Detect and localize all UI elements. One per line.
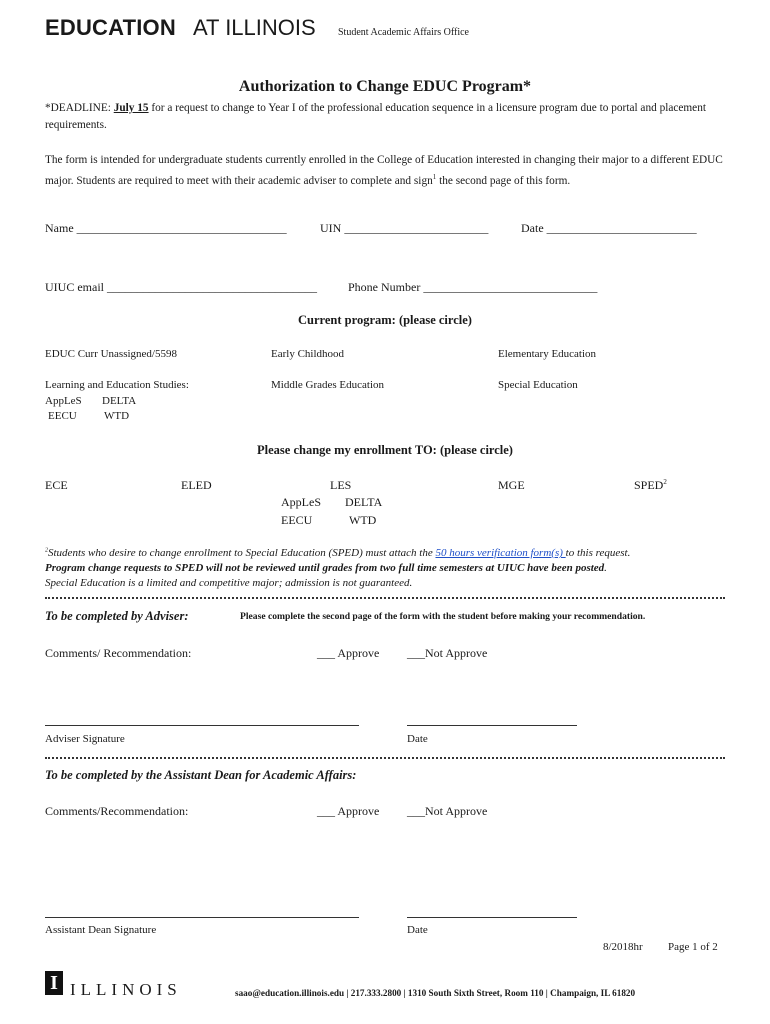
change-option-mge[interactable]: MGE [498,478,525,492]
change-option-ece[interactable]: ECE [45,478,68,492]
sped-note-line3: Special Education is a limited and competitive major; admission is not guaranteed. [45,577,413,589]
email-field[interactable]: UIUC email ___________________________________ [45,280,317,294]
adviser-approve-option[interactable]: ___ Approve [317,646,380,660]
current-option-middle-grades[interactable]: Middle Grades Education [271,379,385,391]
current-option-early-childhood[interactable]: Early Childhood [271,348,345,360]
sped-note-text-a: Students who desire to change enrollment to Special Education (SPED) must attach the [48,547,436,559]
dean-comments-label: Comments/Recommendation: [45,804,189,818]
dean-date-line[interactable] [407,917,577,918]
brand-at-illinois: AT ILLINOIS [193,15,316,40]
brand-education: EDUCATION [45,15,176,40]
office-name: Student Academic Affairs Office [338,27,469,38]
deadline-text: for a request to change to Year I of the professional education sequence in a licensure program due to portal and placement requirements. [45,102,706,131]
verification-form-link[interactable]: 50 hours verification form(s) [435,547,566,559]
intro-text: The form is intended for undergraduate students currently enrolled in the College of Education interested in changing their major to a different EDUC major. Students are required to meet with their academic adviser to complete and sign [45,154,723,187]
phone-field[interactable]: Phone Number _____________________________ [348,280,598,294]
intro-footnote-mark: 1 [432,173,437,181]
current-program-heading: Current program: (please circle) [298,313,472,327]
change-option-eled[interactable]: ELED [181,478,212,492]
date-field[interactable]: Date _________________________ [521,221,697,235]
page-title: Authorization to Change EDUC Program* [238,78,532,95]
sped-footnote-mark: 2 [663,478,667,486]
change-sub-wtd[interactable]: WTD [349,513,377,527]
section-divider [45,597,725,599]
name-field[interactable]: Name ___________________________________ [45,221,287,235]
dean-heading: To be completed by the Assistant Dean for Academic Affairs: [45,768,357,782]
form-version: 8/2018hr [603,941,643,953]
section-divider-2 [45,757,725,759]
current-option-special-ed[interactable]: Special Education [498,379,578,391]
current-sub-apples[interactable]: AppLeS [45,395,82,407]
change-sub-apples[interactable]: AppLeS [281,495,321,509]
dean-date-label: Date [407,924,428,936]
deadline-prefix: *DEADLINE: [45,102,114,114]
adviser-signature-label: Adviser Signature [45,733,125,745]
page-number: Page 1 of 2 [668,941,718,953]
dean-not-approve-option[interactable]: ___Not Approve [407,804,488,818]
current-option-les[interactable]: Learning and Education Studies: [45,379,189,391]
current-sub-eecu[interactable]: EECU [48,410,77,422]
intro-text-end: the second page of this form. [436,174,571,187]
dean-signature-label: Assistant Dean Signature [45,924,157,936]
intro-paragraph [45,152,727,190]
sped-note-line1 [45,547,630,559]
sped-note-line2-end: . [604,562,607,574]
current-option-unassigned[interactable]: EDUC Curr Unassigned/5598 [45,348,177,360]
dean-signature-line[interactable] [45,917,359,918]
current-sub-wtd[interactable]: WTD [104,410,130,422]
adviser-not-approve-option[interactable]: ___Not Approve [407,646,488,660]
sped-note-mark: 2 [45,547,48,554]
adviser-comments-label: Comments/ Recommendation: [45,646,192,660]
current-option-elementary[interactable]: Elementary Education [498,348,597,360]
adviser-date-line[interactable] [407,725,577,726]
illinois-logo-text: ILLINOIS [70,980,182,999]
sped-note-line2 [45,562,607,574]
deadline-paragraph [45,100,727,134]
adviser-heading: To be completed by Adviser: [45,609,189,623]
change-option-les[interactable]: LES [330,478,352,492]
sped-note-line2-text: Program change requests to SPED will not be reviewed until grades from two full time semesters at UIUC have been posted [45,562,605,574]
dean-approve-option[interactable]: ___ Approve [317,804,380,818]
deadline-date: July 15 [113,102,149,114]
change-to-heading: Please change my enrollment TO: (please circle) [257,443,513,457]
adviser-signature-line[interactable] [45,725,359,726]
footer-contact: saao@education.illinois.edu | 217.333.2800 | 1310 South Sixth Street, Room 110 | Champaign, IL 61820 [235,988,636,998]
uin-field[interactable]: UIN ________________________ [320,221,489,235]
change-sub-eecu[interactable]: EECU [281,513,313,527]
adviser-date-label: Date [407,733,428,745]
change-option-sped-label: SPED [634,478,664,492]
change-option-sped[interactable] [634,478,667,493]
adviser-instruction: Please complete the second page of the form with the student before making your recommendation. [240,611,646,622]
sped-note-text-b: to this request. [565,547,631,559]
illinois-logo-icon: I [45,971,63,995]
current-sub-delta[interactable]: DELTA [102,395,137,407]
change-sub-delta[interactable]: DELTA [345,495,383,509]
